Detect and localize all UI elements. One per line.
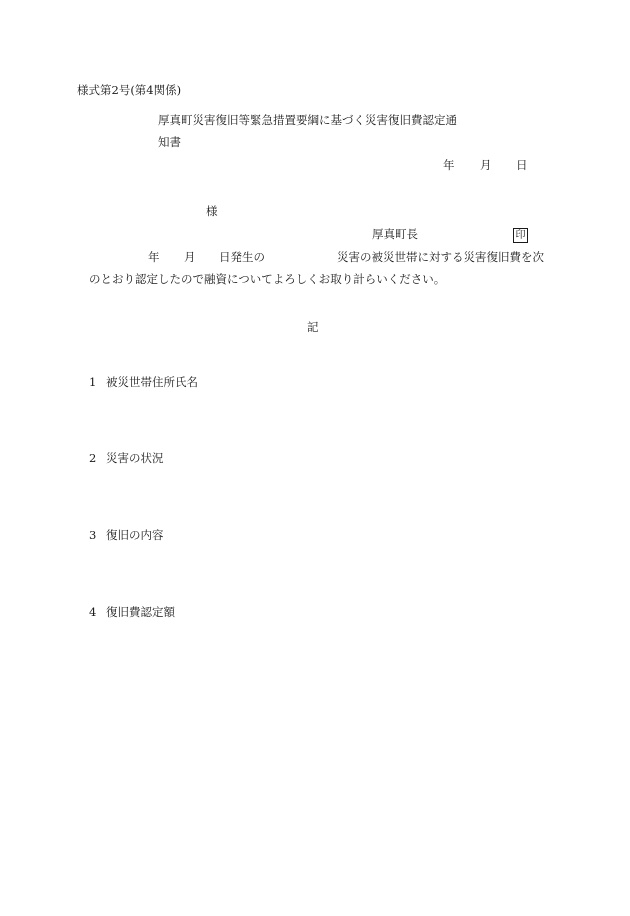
- item-4-number: 4: [89, 605, 97, 619]
- body-month-label: 月: [184, 250, 196, 264]
- note-heading: 記: [307, 320, 319, 334]
- seal-mark: 印: [513, 228, 528, 243]
- item-2-label: 災害の状況: [106, 451, 164, 465]
- item-4-label: 復旧費認定額: [106, 605, 175, 619]
- date-year-label: 年: [443, 158, 455, 172]
- body-text-line-2: のとおり認定したので融資についてよろしくお取り計らいください。: [89, 272, 446, 286]
- document-title-line-1: 厚真町災害復旧等緊急措置要綱に基づく災害復旧費認定通: [158, 113, 457, 127]
- item-1-label: 被災世帯住所氏名: [106, 375, 198, 389]
- body-text-line-1: 災害の被災世帯に対する災害復旧費を次: [337, 250, 544, 264]
- date-month-label: 月: [480, 158, 492, 172]
- body-year-label: 年: [148, 250, 160, 264]
- addressee-suffix: 様: [206, 204, 218, 218]
- form-number: 様式第2号(第4関係): [77, 83, 182, 97]
- sender-name: 厚真町長: [372, 227, 418, 241]
- item-1-number: 1: [89, 375, 97, 389]
- item-3-number: 3: [89, 528, 97, 542]
- date-day-label: 日: [516, 158, 528, 172]
- body-day-occurred: 日発生の: [219, 250, 265, 264]
- item-2-number: 2: [89, 451, 97, 465]
- item-3-label: 復旧の内容: [106, 528, 164, 542]
- document-title-line-2: 知書: [158, 135, 181, 149]
